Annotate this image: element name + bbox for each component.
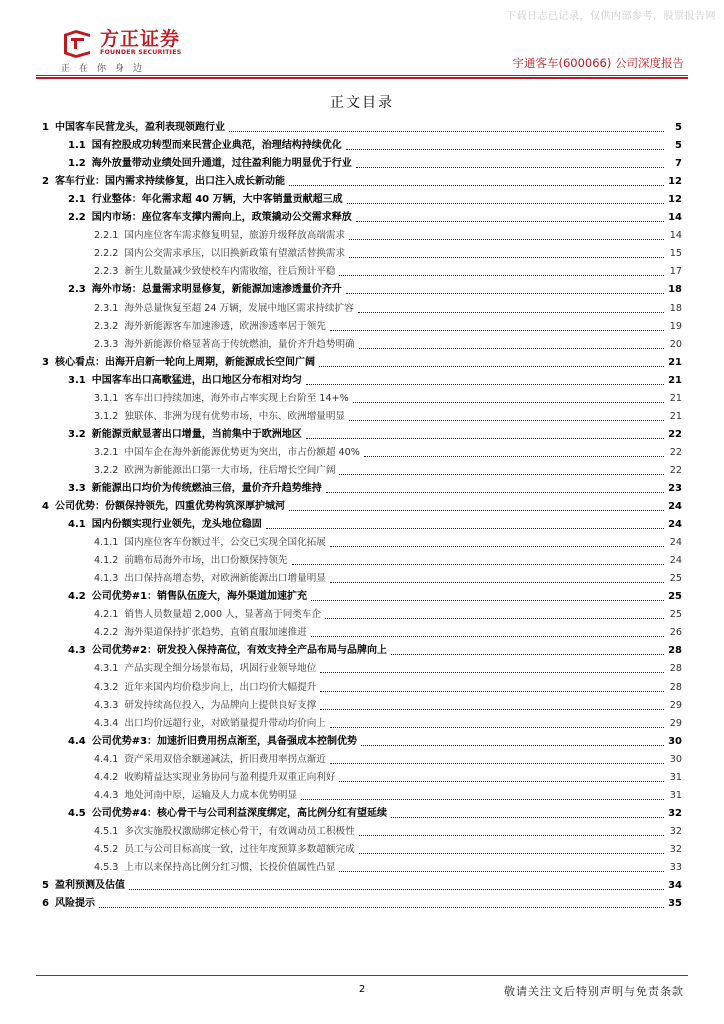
toc-entry-title: 新能源贡献显著出口增量，当前集中于欧洲地区 [91,428,302,440]
toc-leader-dots [358,312,664,313]
page-number: 2 [358,984,366,995]
table-of-contents [42,117,682,911]
toc-entry-page: 7 [675,158,682,170]
toc-entry-number: 2.3.1 [94,302,119,314]
toc-leader-dots [330,727,664,728]
toc-entry-page: 35 [668,898,682,910]
toc-entry-title: 海外新能源价格显著高于传统燃油，量价齐升趋势明确 [124,338,355,350]
toc-entry-title: 公司优势#3：加速折旧费用拐点渐至，具备强成本控制优势 [91,735,358,747]
toc-entry-page: 15 [669,248,682,260]
toc-entry[interactable] [42,875,682,893]
toc-entry-number: 3.2.2 [94,464,119,476]
toc-entry[interactable] [42,135,682,153]
toc-entry-title: 前瞻布局海外市场，出口份额保持领先 [124,555,288,567]
toc-entry[interactable] [42,460,682,478]
toc-entry-page: 28 [669,681,682,693]
toc-entry-page: 5 [675,122,682,134]
toc-entry-page: 22 [669,446,682,458]
toc-leader-dots [99,907,664,908]
toc-entry-number: 4.2.2 [94,627,119,639]
toc-leader-dots [330,546,664,547]
toc-entry-number: 3.1.2 [94,410,119,422]
brand-logo [60,28,181,58]
toc-entry[interactable] [42,532,682,550]
toc-leader-dots [311,636,664,637]
toc-entry[interactable] [42,857,682,875]
brand-name-cn: 方正证券 [100,28,181,50]
toc-entry-number: 2.2.1 [94,230,119,242]
toc-entry-number: 3.1 [68,374,86,386]
toc-leader-dots [339,474,664,475]
toc-title: 正文目录 [330,95,394,111]
toc-entry-title: 多次实施股权激励绑定核心骨干，有效调动员工积极性 [124,825,355,837]
toc-entry-page: 21 [669,392,682,404]
toc-entry-number: 4.4.3 [94,789,119,801]
toc-entry-page: 14 [669,230,682,242]
toc-entry-title: 公司优势#4：核心骨干与公司利益深度绑定，高比例分红有望延续 [91,807,388,819]
toc-entry-number: 4.5.2 [94,843,119,855]
toc-entry-number: 3 [42,356,49,368]
toc-entry[interactable] [42,352,682,370]
toc-entry[interactable] [42,316,682,334]
header-divider-thick [36,77,688,79]
toc-leader-dots [359,348,664,349]
toc-leader-dots [319,366,664,367]
toc-entry-title: 新生儿数量减少致使校车内需收缩，往后预计平稳 [124,266,336,278]
toc-entry[interactable] [42,406,682,424]
toc-entry[interactable] [42,442,682,460]
toc-entry-title: 海外新能源客车加速渗透，欧洲渗透率居于领先 [124,320,326,332]
toc-leader-dots [306,384,664,385]
toc-entry[interactable] [42,695,682,713]
toc-entry-number: 2.2.2 [94,248,119,260]
toc-entry-number: 4.1.1 [94,537,119,549]
toc-entry-page: 18 [669,302,682,314]
toc-entry-number: 2.3.3 [94,338,119,350]
footer-disclaimer: 敬请关注文后特别声明与免责条款 [504,985,684,998]
toc-entry-number: 1.1 [68,140,86,152]
header-divider [36,75,688,76]
toc-entry[interactable] [42,225,682,243]
toc-entry-number: 4.1.3 [94,573,119,585]
toc-entry-page: 29 [669,717,682,729]
toc-entry-page: 32 [669,825,682,837]
toc-entry[interactable] [42,568,682,586]
toc-entry-title: 资产采用双倍余额递减法，折旧费用率拐点渐近 [124,753,326,765]
toc-leader-dots [320,672,664,673]
toc-entry-number: 4.2.1 [94,609,119,621]
toc-entry-title: 中国车企在海外新能源优势更为突出，市占份额超 40% [124,446,360,458]
toc-entry-title: 新能源出口均价为传统燃油三倍，量价齐升趋势维持 [91,482,322,494]
toc-leader-dots [266,528,664,529]
toc-entry[interactable] [42,117,682,135]
toc-entry[interactable] [42,604,682,622]
toc-leader-dots [320,709,664,710]
toc-leader-dots [330,763,664,764]
toc-entry-number: 2.3 [68,284,86,296]
toc-entry-number: 2.2.3 [94,266,119,278]
toc-entry-title: 风险提示 [54,898,95,910]
toc-entry[interactable] [42,334,682,352]
toc-entry-title: 国内座位客车需求修复明显，旅游升级释放高端需求 [124,230,346,242]
toc-entry-number: 4 [42,501,49,513]
toc-entry-title: 海外渠道保持扩张趋势，直销直服加速推进 [124,627,307,639]
toc-entry-title: 出口保持高增态势，对欧洲新能源出口增量明显 [124,573,326,585]
toc-leader-dots [289,510,664,511]
toc-entry[interactable] [42,207,682,225]
toc-entry-page: 31 [669,771,682,783]
toc-leader-dots [391,654,664,655]
toc-entry-number: 4.5 [68,807,86,819]
toc-entry[interactable] [42,279,682,297]
toc-leader-dots [356,167,664,168]
toc-entry-number: 4.3.3 [94,699,119,711]
toc-entry-number: 3.1.1 [94,392,119,404]
toc-leader-dots [361,745,664,746]
toc-entry-number: 2 [42,176,49,188]
toc-entry-page: 32 [668,807,682,819]
toc-entry-page: 25 [669,609,682,621]
toc-entry-number: 4.3 [68,645,86,657]
toc-entry-title: 行业整体：年化需求超 40 万辆，大中客销量贡献超三成 [91,194,343,206]
toc-leader-dots [339,781,664,782]
toc-entry[interactable] [42,478,682,496]
toc-entry-page: 28 [668,645,682,657]
toc-leader-dots [359,835,664,836]
toc-entry-page: 23 [668,482,682,494]
toc-entry-page: 31 [669,789,682,801]
toc-entry-page: 30 [668,735,682,747]
toc-leader-dots [359,853,664,854]
toc-entry-number: 1 [42,122,49,134]
toc-entry-number: 1.2 [68,158,86,170]
toc-entry-page: 20 [669,338,682,350]
toc-leader-dots [346,149,664,150]
toc-leader-dots [349,257,664,258]
toc-leader-dots [326,492,664,493]
toc-entry-number: 4.4.2 [94,771,119,783]
toc-entry[interactable] [42,749,682,767]
toc-entry-number: 4.3.4 [94,717,119,729]
toc-entry-page: 21 [668,374,682,386]
toc-entry[interactable] [42,622,682,640]
toc-entry-title: 核心看点：出海开启新一轮向上周期，新能源成长空间广阔 [54,356,315,368]
toc-entry[interactable] [42,785,682,803]
watermark-text: 下载日志已记录，仅供内部参考，股票报告网 [506,11,716,22]
toc-entry-number: 4.5.1 [94,825,119,837]
toc-entry-title: 销售人员数量超 2,000 人，显著高于同类车企 [124,609,322,621]
toc-entry-title: 国内座位客车份额过半，公交已实现全国化拓展 [124,537,326,549]
toc-entry-number: 4.4.1 [94,753,119,765]
toc-entry-number: 4.1 [68,519,86,531]
toc-entry-title: 国内公交需求承压，以旧换新政策有望激活替换需求 [124,248,346,260]
toc-entry-number: 4.3.1 [94,663,119,675]
toc-entry-title: 国内市场：座位客车支撑内需向上，政策撬动公交需求释放 [91,212,352,224]
toc-entry[interactable] [42,171,682,189]
toc-entry-title: 海外市场：总量需求明显修复，新能源加速渗透量价齐升 [91,284,342,296]
toc-entry-title: 产品实现全细分场景布局，巩固行业领导地位 [124,663,317,675]
toc-entry-title: 近年来国内均价稳步向上，出口均价大幅提升 [124,681,317,693]
toc-entry[interactable] [42,388,682,406]
toc-entry-page: 24 [668,501,682,513]
brand-name-en: FOUNDER SECURITIES [100,49,182,56]
toc-entry[interactable] [42,676,682,694]
toc-entry-page: 19 [669,320,682,332]
toc-entry-number: 2.1 [68,194,86,206]
toc-entry-page: 26 [669,627,682,639]
toc-entry-title: 公司优势：份额保持领先，四重优势构筑深厚护城河 [54,501,285,513]
toc-entry[interactable] [42,803,682,821]
toc-leader-dots [349,239,664,240]
brand-slogan: 正在你身边 [61,64,152,74]
toc-entry-number: 5 [42,880,49,892]
toc-entry-number: 4.3.2 [94,681,119,693]
toc-leader-dots [306,438,664,439]
toc-entry-page: 25 [668,591,682,603]
founder-logo-icon [60,28,94,58]
toc-entry[interactable] [42,658,682,676]
toc-entry-title: 公司优势#1：销售队伍庞大，海外渠道加速扩充 [91,591,308,603]
toc-entry[interactable] [42,731,682,749]
toc-entry-number: 6 [42,898,49,910]
toc-entry-title: 地处河南中原，运输及人力成本优势明显 [124,789,298,801]
toc-entry[interactable] [42,370,682,388]
toc-entry-page: 18 [668,284,682,296]
toc-entry-title: 上市以来保持高比例分红习惯，长投价值属性凸显 [124,861,336,873]
toc-entry-number: 2.2 [68,212,86,224]
toc-entry-title: 研发持续高位投入，为品牌向上提供良好支撑 [124,699,317,711]
toc-entry-page: 25 [669,573,682,585]
toc-entry-page: 24 [669,537,682,549]
toc-leader-dots [320,691,664,692]
toc-entry[interactable] [42,767,682,785]
toc-entry-page: 21 [669,410,682,422]
toc-entry-number: 4.5.3 [94,861,119,873]
toc-entry[interactable] [42,586,682,604]
toc-entry-number: 3.2.1 [94,446,119,458]
toc-entry[interactable] [42,640,682,658]
footer-divider [36,975,688,976]
toc-entry-title: 客车行业：国内需求持续修复，出口注入成长新动能 [54,176,285,188]
toc-leader-dots [330,330,664,331]
toc-leader-dots [347,203,664,204]
toc-entry[interactable] [42,893,682,911]
toc-entry-page: 34 [668,880,682,892]
toc-entry[interactable] [42,713,682,731]
toc-leader-dots [364,456,664,457]
toc-entry-page: 30 [669,753,682,765]
toc-entry-title: 海外总量恢复至超 24 万辆，发展中地区需求持续扩容 [124,302,354,314]
toc-entry-title: 员工与公司目标高度一致，过往年度预算多数超额完成 [124,843,355,855]
toc-entry-page: 5 [675,140,682,152]
toc-entry-number: 2.3.2 [94,320,119,332]
toc-leader-dots [353,402,664,403]
toc-leader-dots [289,185,664,186]
toc-entry[interactable] [42,839,682,857]
toc-entry-title: 国内份额实现行业领先，龙头地位稳固 [91,519,262,531]
toc-entry-title: 海外放量带动业绩处回升通道，过往盈利能力明显优于行业 [91,158,352,170]
toc-leader-dots [330,582,664,583]
toc-entry-title: 收购精益达实现业务协同与盈利提升双重正向利好 [124,771,336,783]
toc-entry-page: 29 [669,699,682,711]
toc-entry-title: 中国客车出口高歌猛进，出口地区分布相对均匀 [91,374,302,386]
toc-entry-page: 24 [669,555,682,567]
toc-leader-dots [349,420,664,421]
toc-entry-title: 中国客车民营龙头，盈利表现领跑行业 [54,122,225,134]
toc-entry-page: 14 [668,212,682,224]
toc-entry-title: 独联体、非洲为现有优势市场，中东、欧洲增量明显 [124,410,346,422]
toc-entry[interactable] [42,243,682,261]
toc-entry[interactable] [42,514,682,532]
toc-leader-dots [292,564,664,565]
toc-entry[interactable] [42,496,682,514]
toc-leader-dots [339,871,664,872]
toc-entry-number: 4.1.2 [94,555,119,567]
toc-entry[interactable] [42,261,682,279]
toc-leader-dots [311,600,664,601]
toc-leader-dots [325,618,664,619]
toc-entry-page: 33 [669,861,682,873]
toc-entry-number: 4.2 [68,591,86,603]
report-header-title: 宇通客车(600066) 公司深度报告 [512,56,684,70]
toc-entry-title: 国有控股成功转型而来民营企业典范，治理结构持续优化 [91,140,342,152]
toc-leader-dots [301,799,664,800]
toc-entry-number: 4.4 [68,735,86,747]
toc-entry-page: 22 [669,464,682,476]
toc-entry-page: 32 [669,843,682,855]
toc-leader-dots [356,221,664,222]
toc-entry-page: 22 [668,428,682,440]
toc-entry-page: 12 [668,176,682,188]
toc-entry[interactable] [42,424,682,442]
toc-entry[interactable] [42,550,682,568]
toc-entry-title: 公司优势#2：研发投入保持高位，有效支持全产品布局与品牌向上 [91,645,388,657]
toc-entry[interactable] [42,297,682,315]
toc-entry-page: 12 [668,194,682,206]
toc-entry-number: 3.2 [68,428,86,440]
toc-leader-dots [229,131,664,132]
toc-entry[interactable] [42,821,682,839]
toc-entry-page: 21 [668,356,682,368]
toc-leader-dots [339,275,664,276]
toc-leader-dots [391,817,664,818]
toc-entry[interactable] [42,153,682,171]
toc-entry-title: 盈利预测及估值 [54,880,125,892]
toc-entry-page: 17 [669,266,682,278]
toc-leader-dots [129,889,664,890]
toc-entry-number: 3.3 [68,482,86,494]
toc-entry-title: 出口均价远超行业，对欧销量提升带动均价向上 [124,717,326,729]
toc-entry-page: 24 [668,519,682,531]
toc-leader-dots [346,293,664,294]
toc-entry-title: 客车出口持续加速，海外市占率实现上台阶至 14+% [124,392,349,404]
toc-entry[interactable] [42,189,682,207]
toc-entry-title: 欧洲为新能源出口第一大市场，往后增长空间广阔 [124,464,336,476]
toc-entry-page: 28 [669,663,682,675]
